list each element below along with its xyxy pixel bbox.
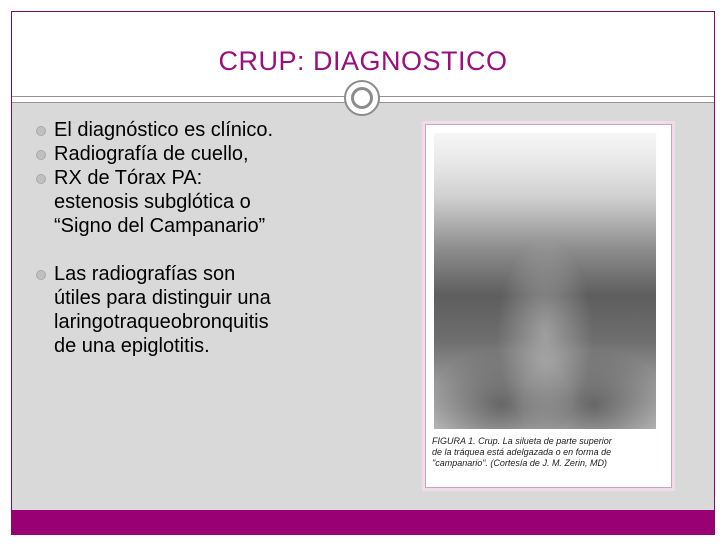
bullet-text: útiles para distinguir una [54,287,271,309]
bullet-text: Las radiografías son [54,263,236,285]
bullet-item [34,262,344,358]
xray-figure [425,124,672,488]
bullet-text: estenosis subglótica o [54,191,251,213]
bullet-item [34,142,344,166]
bullet-item [34,166,344,238]
circle-ornament-icon [344,80,380,116]
bullet-icon [36,150,46,160]
caption-line: FIGURA 1. Crup. La silueta de parte superior [432,436,612,446]
bullet-text: “Signo del Campanario” [54,215,266,237]
bullet-icon [36,174,46,184]
chest-xray-image [434,133,656,429]
bullet-text: RX de Tórax PA: [54,167,203,189]
bullet-text: Radiografía de cuello, [54,143,249,165]
bullet-icon [36,126,46,136]
bullet-list [34,118,344,358]
bullet-text: laringotraqueobronquitis [54,311,269,333]
bullet-icon [36,270,46,280]
caption-line: "campanario". (Cortesía de J. M. Zerin, MD) [432,458,607,468]
footer-band [12,510,714,535]
caption-line: de la tráquea está adelgazada o en forma de [432,447,612,457]
bullet-item [34,118,344,142]
figure-caption [432,436,664,469]
bullet-text: El diagnóstico es clínico. [54,119,274,141]
bullet-text: de una epiglotitis. [54,335,210,357]
slide-title: CRUP: DIAGNOSTICO [218,46,508,76]
